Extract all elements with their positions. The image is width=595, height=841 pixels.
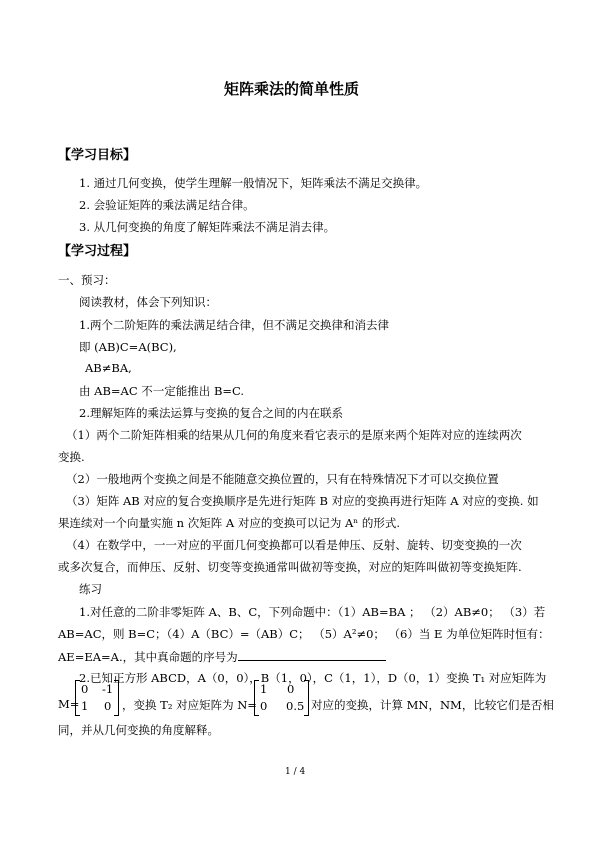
body-line: 或多次复合，而伸压、反射、切变等变换通常叫做初等变换，对应的矩阵叫做初等变换矩阵. xyxy=(58,560,522,574)
matrix-cell: 0 xyxy=(260,699,268,713)
matrix-cell: 0.5 xyxy=(286,699,305,713)
body-line: 一、预习： xyxy=(58,273,116,287)
body-line: 2.已知正方形 ABCD，A（0，0），B（1，0），C（1，1），D（0，1）变换 T₁ 对应矩阵为 xyxy=(79,671,547,685)
body-line: 变换. xyxy=(58,450,85,464)
body-line: 由 AB=AC 不一定能推出 B=C. xyxy=(79,384,245,398)
matrix-cell: 0 xyxy=(81,682,89,696)
body-line: 练习 xyxy=(79,582,102,596)
objective-item: 2. 会验证矩阵的乘法满足结合律。 xyxy=(79,198,255,212)
body-line: 阅读教材，体会下列知识： xyxy=(79,295,217,309)
matrix-cell: 0 xyxy=(104,699,112,713)
matrix-cell: 0 xyxy=(287,682,295,696)
body-line: 即 (AB)C=A(BC), xyxy=(79,340,177,354)
body-line: 1.两个二阶矩阵的乘法满足结合律，但不满足交换律和消去律 xyxy=(79,318,389,332)
matrix-mid: ，变换 T₂ 对应矩阵为 N= xyxy=(122,698,257,712)
matrix-suffix: 对应的变换，计算 MN，NM，比较它们是否相 xyxy=(311,698,554,712)
matrix-cell: 1 xyxy=(81,699,89,713)
answer-prompt: AE=EA=A.，其中真命题的序号为 xyxy=(58,650,238,664)
matrix-m xyxy=(75,680,119,716)
body-line: 1.对任意的二阶非零矩阵 A、B、C，下列命题中：（1）AB=BA ； （2）AB≠0； （3）若 xyxy=(79,605,546,619)
process-heading: 【学习过程】 xyxy=(58,244,137,259)
matrix-cell: -1 xyxy=(102,682,114,696)
page-number: 1 / 4 xyxy=(285,767,306,777)
body-line: 2.理解矩阵的乘法运算与变换的复合之间的内在联系 xyxy=(79,406,343,420)
body-line: （3）矩阵 AB 对应的复合变换顺序是先进行矩阵 B 对应的变换再进行矩阵 A 对应的变换. 如 xyxy=(66,494,539,508)
page-title: 矩阵乘法的简单性质 xyxy=(224,80,360,98)
matrix-n xyxy=(254,680,309,716)
body-line: AB≠BA, xyxy=(85,361,132,375)
objectives-heading: 【学习目标】 xyxy=(58,148,137,163)
matrix-cell: 1 xyxy=(260,682,268,696)
body-line: 果连续对一个向量实施 n 次矩阵 A 对应的变换可以记为 Aⁿ 的形式. xyxy=(58,516,401,530)
body-line: （4）在数学中，一一对应的平面几何变换都可以看是伸压、反射、旋转、切变变换的一次 xyxy=(66,538,522,552)
objective-item: 1. 通过几何变换，使学生理解一般情况下，矩阵乘法不满足交换律。 xyxy=(79,176,428,190)
body-line: （1）两个二阶矩阵相乘的结果从几何的角度来看它表示的是原来两个矩阵对应的连续两次 xyxy=(66,428,522,442)
answer-blank xyxy=(238,648,386,661)
body-line: AB=AC，则 B=C；（4）A（BC）=（AB）C； （5）A²≠0； （6）当 E 为单位矩阵时恒有： xyxy=(58,627,550,641)
body-line: 同，并从几何变换的角度解释。 xyxy=(58,723,219,737)
objective-item: 3. 从几何变换的角度了解矩阵乘法不满足消去律。 xyxy=(79,220,336,234)
body-line: （2）一般地两个变换之间是不能随意交换位置的，只有在特殊情况下才可以交换位置 xyxy=(66,472,499,486)
matrix-prefix: M= xyxy=(58,697,80,711)
body-line xyxy=(58,648,386,665)
